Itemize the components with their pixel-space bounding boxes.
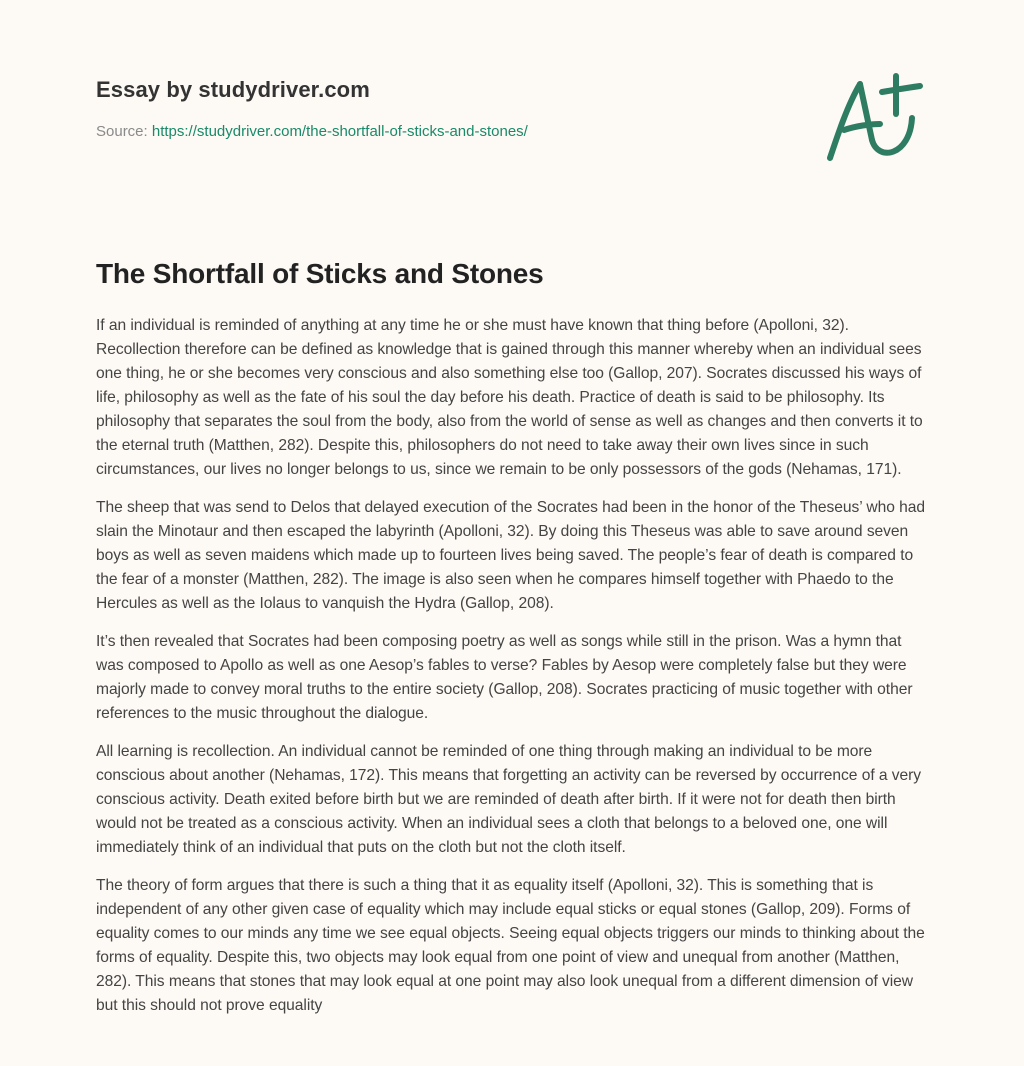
page-header (96, 76, 936, 142)
source-label: Source: (96, 123, 148, 140)
a-plus-grade-icon (820, 64, 930, 168)
essay-paragraph: The theory of form argues that there is such a thing that it as equality itself (Apolloni, 32). This is something that is independent of any other given case of equality which may include equal sticks or equal stones (Gallop, 209). Forms of equality comes to our minds any time we see equal objects. Seeing equal objects triggers our minds to thinking about the forms of equality. Despite this, two objects may look equal from one point of view and unequal from another (Matthen, 282). This means that stones that may look equal at one point may also look unequal from a different dimension of view but this should not prove equality (96, 877, 925, 1014)
essay-title: The Shortfall of Sticks and Stones (96, 258, 544, 289)
site-title: Essay by studydriver.com (96, 77, 370, 102)
source-line (96, 122, 936, 142)
essay-paragraph: If an individual is reminded of anything at any time he or she must have known that thing before (Apolloni, 32). Recollection therefore can be defined as knowledge that is gained through this manner whereby when an individual sees one thing, he or she becomes very conscious and also something else too (Gallop, 207). Socrates discussed his ways of life, philosophy as well as the fate of his soul the day before his death. Practice of death is said to be philosophy. Its philosophy that separates the soul from the body, also from the world of sense as well as changes and then converts it to the eternal truth (Matthen, 282). Despite this, philosophers do not need to take away their own lives since in such circumstances, our lives no longer belongs to us, since we remain to be only possessors of the gods (Nehamas, 171). (96, 317, 923, 478)
essay-paragraph: All learning is recollection. An individual cannot be reminded of one thing through making an individual to be more conscious about another (Nehamas, 172). This means that forgetting an activity can be reversed by occurrence of a very conscious activity. Death exited before birth but we are reminded of death after birth. If it were not for death then birth would not be treated as a conscious activity. When an individual sees a cloth that belongs to a beloved one, one will immediately think of an individual that puts on the cloth but not the cloth itself. (96, 743, 922, 856)
essay-article (96, 256, 932, 1032)
essay-paragraph: It’s then revealed that Socrates had been composing poetry as well as songs while still in the prison. Was a hymn that was composed to Apollo as well as one Aesop’s fables to verse? Fables by Aesop were completely false but they were majorly made to convey moral truths to the entire society (Gallop, 208). Socrates practicing of music together with other references to the music throughout the dialogue. (96, 633, 913, 722)
source-link[interactable]: https://studydriver.com/the-shortfall-of-sticks-and-stones/ (151, 123, 528, 140)
essay-paragraph: The sheep that was send to Delos that delayed execution of the Socrates had been in the honor of the Theseus’ who had slain the Minotaur and then escaped the labyrinth (Apolloni, 32). By doing this Theseus was able to save around seven boys as well as seven maidens which made up to fourteen lives being saved. The people’s fear of death is compared to the fear of a monster (Matthen, 282). The image is also seen when he compares himself together with Phaedo to the Hercules as well as the Iolaus to vanquish the Hydra (Gallop, 208). (96, 499, 925, 612)
